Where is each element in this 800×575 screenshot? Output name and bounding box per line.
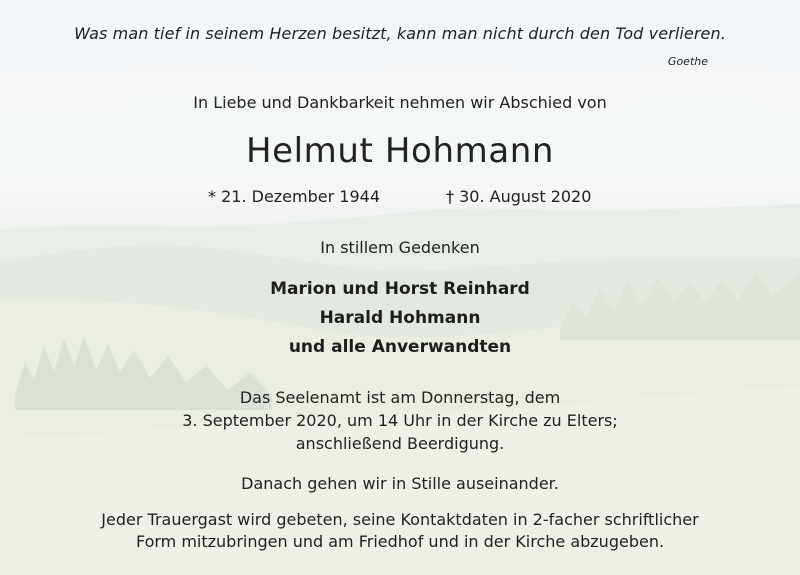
service-line: 3. September 2020, um 14 Uhr in der Kirche zu Elters;	[182, 411, 618, 430]
quote-text: Was man tief in seinem Herzen besitzt, kann man nicht durch den Tod verlieren.	[74, 24, 726, 43]
service-line: anschließend Beerdigung.	[295, 434, 505, 453]
notice-line: Jeder Trauergast wird gebeten, seine Kontaktdaten in 2-facher schriftlicher	[101, 510, 699, 529]
mourners-list	[0, 275, 800, 362]
intro-line: In Liebe und Dankbarkeit nehmen wir Abschied von	[193, 93, 607, 112]
remembrance-line: In stillem Gedenken	[320, 238, 480, 257]
deceased-name: Helmut Hohmann	[245, 131, 555, 171]
birth-date: * 21. Dezember 1944	[208, 187, 380, 206]
mourner-line: und alle Anverwandten	[288, 337, 512, 357]
service-details	[0, 386, 800, 455]
guest-notice	[0, 509, 800, 553]
mourner-line: Harald Hohmann	[319, 308, 481, 328]
closing-line: Danach gehen wir in Stille auseinander.	[241, 474, 559, 493]
death-date: † 30. August 2020	[446, 187, 592, 206]
mourner-line: Marion und Horst Reinhard	[270, 279, 530, 299]
quote-author: Goethe	[667, 55, 708, 68]
service-line: Das Seelenamt ist am Donnerstag, dem	[239, 388, 561, 407]
notice-line: Form mitzubringen und am Friedhof und in der Kirche abzugeben.	[135, 532, 665, 551]
